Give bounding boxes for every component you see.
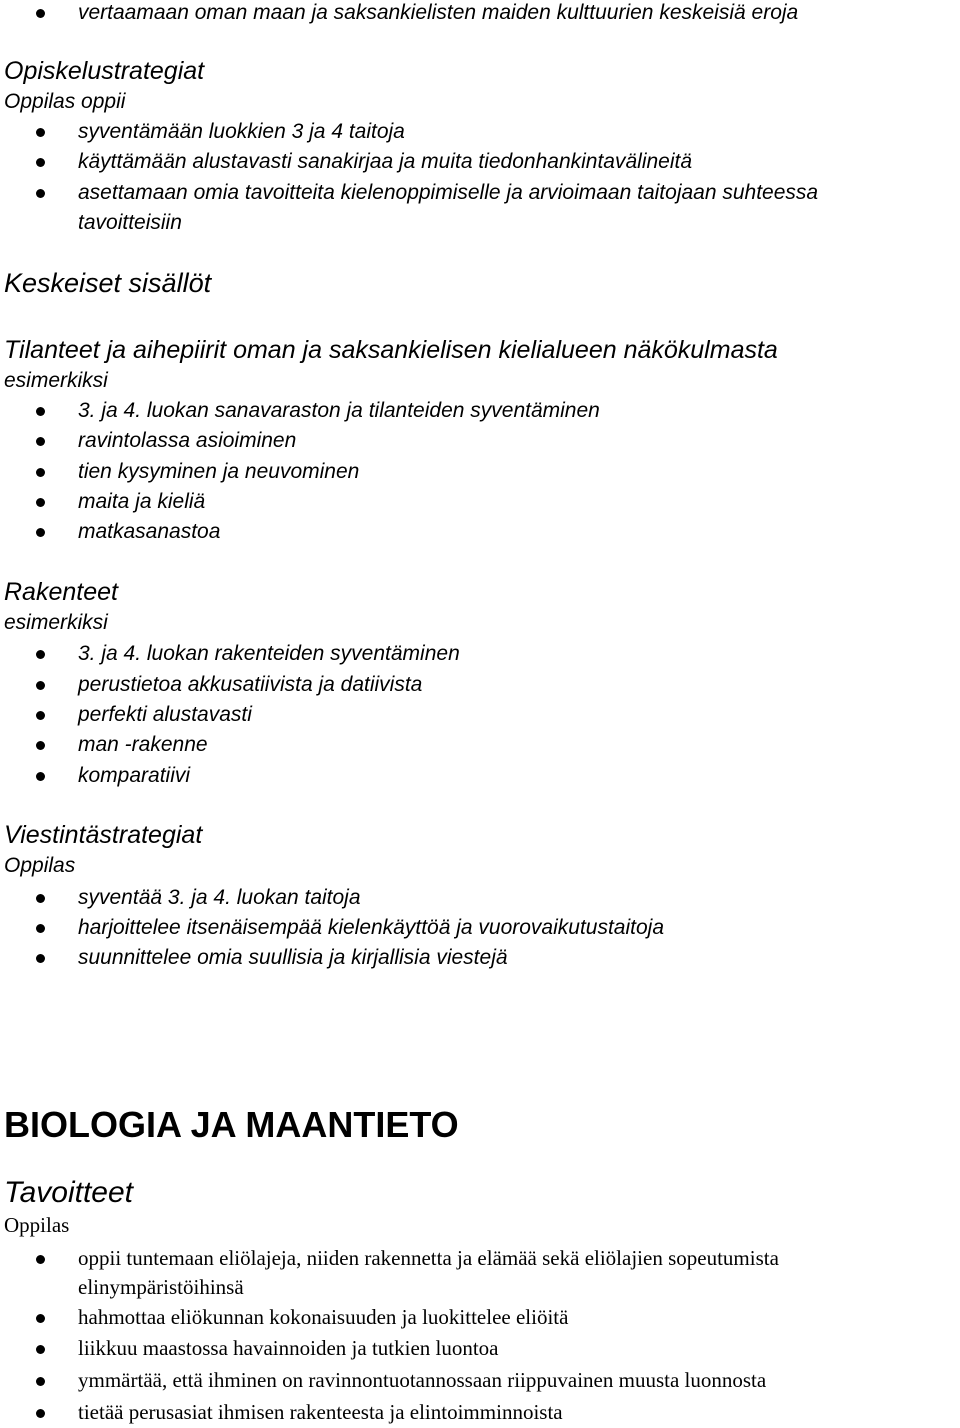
section-heading-opiskelustrategiat: Opiskelustrategiat [4, 57, 205, 85]
bullet-icon [36, 954, 45, 963]
section-intro: esimerkiksi [4, 369, 108, 392]
list-item: syventää 3. ja 4. luokan taitoja [78, 886, 361, 909]
bullet-icon [36, 1377, 45, 1386]
bullet-icon [36, 498, 45, 507]
list-item: oppii tuntemaan eliölajeja, niiden rakennetta ja elämää sekä eliölajien sopeutumista [78, 1246, 779, 1270]
list-item: maita ja kieliä [78, 490, 206, 513]
section-heading-rakenteet: Rakenteet [4, 578, 118, 606]
bullet-icon [36, 528, 45, 537]
list-item: syventämään luokkien 3 ja 4 taitoja [78, 120, 405, 143]
bullet-icon [36, 468, 45, 477]
list-item: käyttämään alustavasti sanakirjaa ja muita tiedonhankintavälineitä [78, 150, 693, 173]
bullet-icon [36, 1314, 45, 1323]
bullet-icon [36, 681, 45, 690]
bullet-icon [36, 772, 45, 781]
list-item: matkasanastoa [78, 520, 221, 543]
list-item: vertaamaan oman maan ja saksankielisten maiden kulttuurien keskeisiä eroja [78, 1, 799, 24]
bullet-icon [36, 924, 45, 933]
list-item: ymmärtää, että ihminen on ravinnontuotannossaan riippuvainen muusta luonnosta [78, 1368, 767, 1392]
section-heading-tilanteet: Tilanteet ja aihepiirit oman ja saksankielisen kielialueen näkökulmasta [4, 336, 778, 364]
bullet-icon [36, 741, 45, 750]
section-intro: esimerkiksi [4, 611, 108, 634]
list-item-continuation: tavoitteisiin [78, 211, 182, 234]
bullet-icon [36, 158, 45, 167]
list-item: tietää perusasiat ihmisen rakenteesta ja elintoimminnoista [78, 1400, 563, 1424]
section-heading-keskeiset-sisallot: Keskeiset sisällöt [4, 268, 212, 298]
list-item: perustietoa akkusatiivista ja datiivista [78, 673, 423, 696]
bullet-icon [36, 9, 45, 18]
section-heading-viestintastrategiat: Viestintästrategiat [4, 821, 203, 849]
bullet-icon [36, 1255, 45, 1264]
list-item: man -rakenne [78, 733, 208, 756]
bullet-icon [36, 1409, 45, 1418]
list-item: 3. ja 4. luokan rakenteiden syventäminen [78, 642, 460, 665]
bullet-icon [36, 189, 45, 198]
section-heading-tavoitteet: Tavoitteet [4, 1176, 133, 1209]
bullet-icon [36, 894, 45, 903]
list-item: hahmottaa eliökunnan kokonaisuuden ja luokittelee eliöitä [78, 1305, 569, 1329]
bullet-icon [36, 407, 45, 416]
bullet-icon [36, 437, 45, 446]
bullet-icon [36, 128, 45, 137]
bullet-icon [36, 1345, 45, 1354]
bullet-icon [36, 650, 45, 659]
list-item-continuation: elinympäristöihinsä [78, 1275, 244, 1299]
list-item: ravintolassa asioiminen [78, 429, 297, 452]
list-item: perfekti alustavasti [78, 703, 252, 726]
bullet-icon [36, 711, 45, 720]
section-intro: Oppilas oppii [4, 90, 126, 113]
list-item: suunnittelee omia suullisia ja kirjallisia viestejä [78, 946, 508, 969]
list-item: komparatiivi [78, 764, 191, 787]
list-item: 3. ja 4. luokan sanavaraston ja tilanteiden syventäminen [78, 399, 600, 422]
list-item: harjoittelee itsenäisempää kielenkäyttöä ja vuorovaikutustaitoja [78, 916, 665, 939]
page-title-biologia: BIOLOGIA JA MAANTIETO [4, 1104, 459, 1145]
list-item: asettamaan omia tavoitteita kielenoppimiselle ja arvioimaan taitojaan suhteessa [78, 181, 819, 204]
section-intro: Oppilas [4, 1213, 70, 1237]
list-item: tien kysyminen ja neuvominen [78, 460, 360, 483]
list-item: liikkuu maastossa havainnoiden ja tutkien luontoa [78, 1336, 499, 1360]
section-intro: Oppilas [4, 854, 76, 877]
